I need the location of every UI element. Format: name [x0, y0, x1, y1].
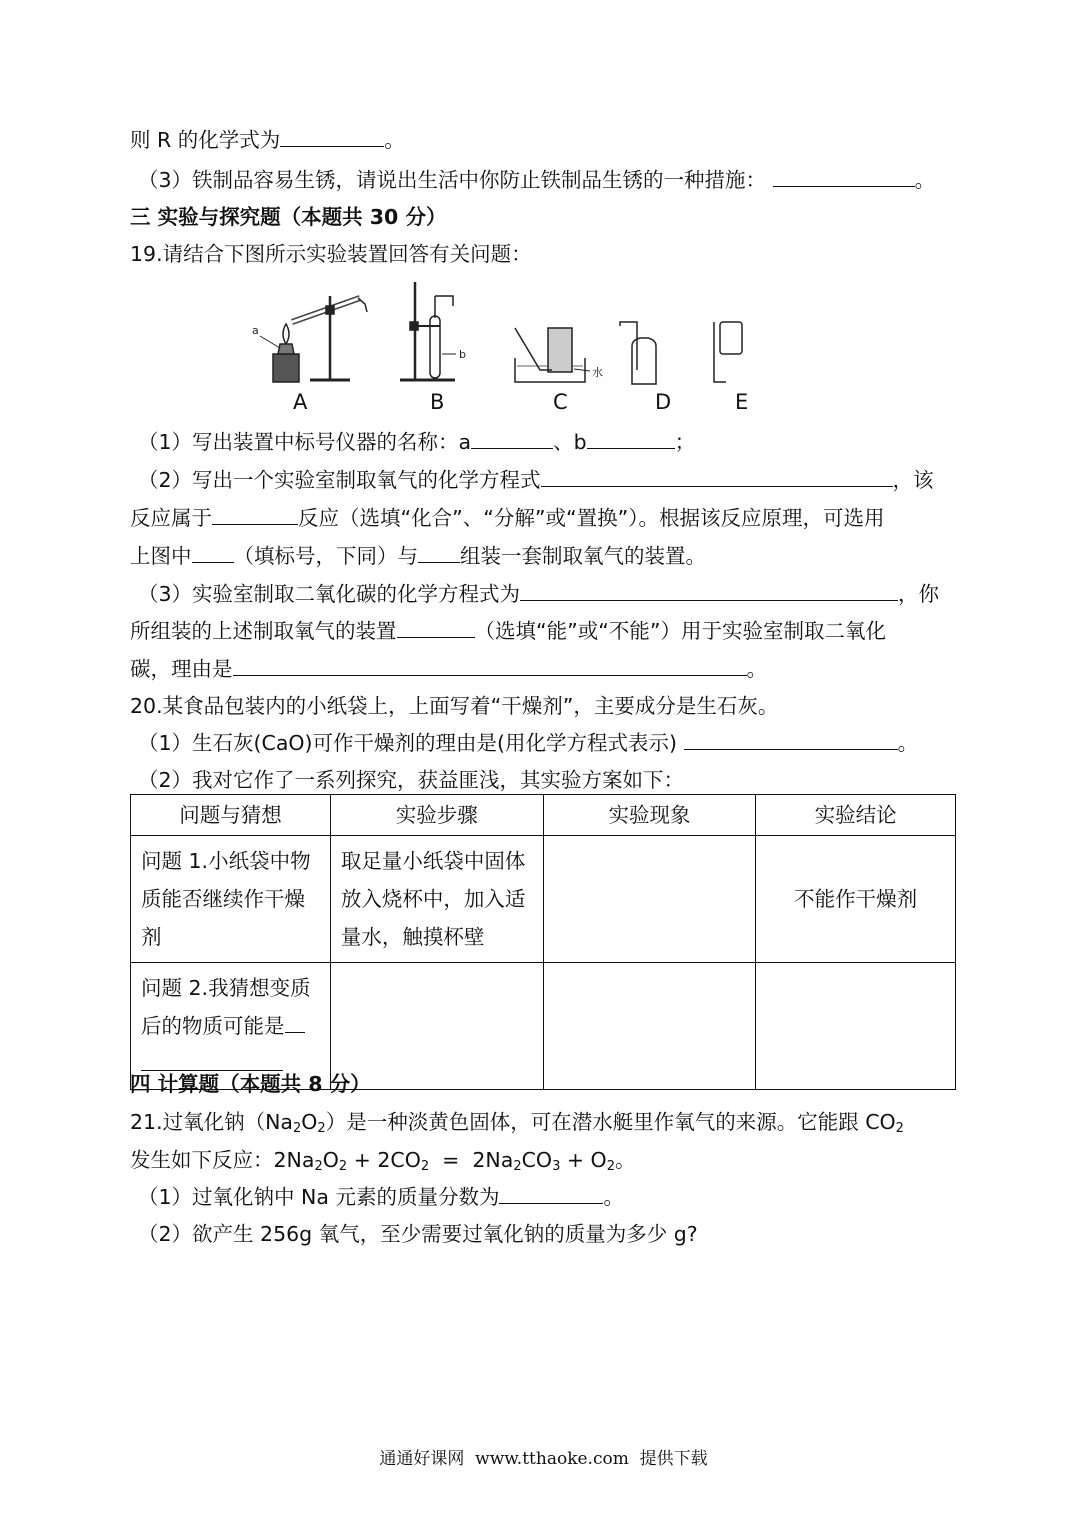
q19-part3-line1 — [138, 580, 939, 608]
answer-blank-mass-fraction[interactable] — [499, 1183, 603, 1204]
table-cell-conclusion: 不能作干燥剂 — [756, 836, 956, 963]
apparatus-b — [400, 282, 466, 380]
punct: 。 — [614, 1148, 636, 1172]
answer-blank-cao-equation[interactable] — [684, 729, 898, 750]
q19-part2-text: （2）写出一个实验室制取氧气的化学方程式 — [138, 468, 541, 492]
section4-title: 四 计算题（本题共 8 分） — [130, 1072, 371, 1096]
text: CO — [521, 1148, 553, 1172]
answer-blank-generator[interactable] — [192, 542, 234, 563]
text: O — [301, 1110, 318, 1134]
text: ，该 — [892, 468, 934, 492]
answer-blank[interactable] — [773, 166, 915, 187]
text: 上图中 — [130, 544, 192, 568]
q18-tail-line — [130, 126, 405, 154]
table-cell-steps: 取足量小纸袋中固体放入烧杯中，加入适量水，触摸杯壁 — [330, 836, 543, 963]
subscript: 2 — [895, 1121, 904, 1136]
punct: 。 — [384, 128, 405, 152]
figure-label-b: B — [430, 390, 445, 414]
q19-part1 — [138, 428, 695, 456]
question-text: 问题 2.我猜想变质后的物质可能是 — [141, 976, 311, 1038]
answer-blank-can[interactable] — [397, 617, 475, 638]
q19-part2-line1 — [138, 466, 934, 494]
table-header: 实验步骤 — [330, 795, 543, 836]
label-water: 水 — [592, 366, 603, 379]
figure-label-e: E — [735, 390, 749, 414]
answer-blank[interactable] — [285, 1012, 305, 1033]
text: （填标号，下同）与 — [233, 544, 418, 568]
table-header: 问题与猜想 — [131, 795, 331, 836]
q18-tail-text: 则 R 的化学式为 — [130, 128, 281, 152]
q18-part3-text: （3）铁制品容易生锈，请说出生活中你防止铁制品生锈的一种措施： — [138, 168, 767, 192]
subscript: 2 — [338, 1159, 348, 1174]
q21-part1 — [138, 1183, 624, 1211]
figure-label-c: C — [553, 390, 568, 414]
table-header: 实验结论 — [756, 795, 956, 836]
label-b: b — [459, 348, 466, 361]
text: O — [322, 1148, 339, 1172]
text: + 2CO — [347, 1148, 421, 1172]
text: = 2Na — [429, 1148, 514, 1172]
experiment-table — [130, 794, 956, 1090]
text: 组装一套制取氧气的装置。 — [460, 544, 706, 568]
subscript: 2 — [314, 1159, 323, 1174]
label-a: a — [252, 324, 259, 337]
punct: ； — [674, 430, 696, 454]
text: （选填“能”或“不能”）用于实验室制取二氧化 — [474, 619, 886, 643]
q19-stem: 19.请结合下图所示实验装置回答有关问题： — [130, 242, 532, 266]
text: （1）生石灰(CaO)可作干燥剂的理由是(用化学方程式表示) — [138, 731, 678, 755]
text: ，你 — [898, 582, 940, 606]
q19-part2-line2 — [130, 504, 884, 532]
figure-label-a: A — [293, 390, 308, 414]
answer-blank-a[interactable] — [471, 428, 553, 449]
text: 21.过氧化钠（Na — [130, 1110, 293, 1134]
answer-blank[interactable] — [280, 126, 384, 147]
punct: 。 — [603, 1185, 624, 1209]
section3-title: 三 实验与探究题（本题共 30 分） — [130, 205, 447, 229]
table-header-row — [131, 795, 956, 836]
apparatus-e — [714, 322, 742, 382]
text: ）是一种淡黄色固体，可在潜水艇里作氧气的来源。它能跟 CO — [325, 1110, 896, 1134]
text: （3）实验室制取二氧化碳的化学方程式为 — [138, 582, 521, 606]
q21-line1 — [130, 1108, 904, 1143]
text: 反应属于 — [130, 506, 212, 530]
subscript: 2 — [606, 1159, 615, 1174]
table-cell-question: 问题 1.小纸袋中物质能否继续作干燥剂 — [131, 836, 331, 963]
q19-part1-sep: 、b — [553, 430, 587, 454]
answer-blank-b[interactable] — [587, 428, 675, 449]
text: （1）过氧化钠中 Na 元素的质量分数为 — [138, 1185, 500, 1209]
table-header: 实验现象 — [543, 795, 756, 836]
answer-blank-equation[interactable] — [541, 466, 893, 487]
q20-part2: （2）我对它作了一系列探究，获益匪浅，其实验方案如下： — [138, 768, 685, 792]
text: 反应（选填“化合”、“分解”或“置换”）。根据该反应原理，可选用 — [298, 506, 885, 530]
text: 碳，理由是 — [130, 657, 233, 681]
table-row — [131, 836, 956, 963]
q20-part1 — [138, 729, 918, 757]
table-cell-phenomenon[interactable] — [543, 963, 756, 1090]
answer-blank-reason[interactable] — [233, 655, 747, 676]
q19-part2-line3 — [130, 542, 706, 570]
answer-blank-guess[interactable] — [141, 1050, 283, 1071]
table-cell-phenomenon[interactable] — [543, 836, 756, 963]
answer-blank-collector[interactable] — [418, 542, 460, 563]
q21-part2: （2）欲产生 256g 氧气，至少需要过氧化钠的质量为多少 g? — [138, 1222, 698, 1246]
subscript: 3 — [552, 1159, 561, 1174]
q19-part1-text: （1）写出装置中标号仪器的名称：a — [138, 430, 472, 454]
apparatus-d — [620, 322, 656, 384]
punct: 。 — [897, 731, 919, 755]
answer-blank-co2-equation[interactable] — [520, 580, 898, 601]
table-cell-conclusion[interactable] — [756, 963, 956, 1090]
q18-part3-line — [138, 166, 935, 194]
subscript: 2 — [420, 1159, 430, 1174]
q19-part3-line3 — [130, 655, 767, 683]
text: 发生如下反应：2Na — [130, 1148, 315, 1172]
q21-line2-equation — [130, 1146, 635, 1181]
subscript: 2 — [293, 1121, 302, 1136]
answer-blank-reaction-type[interactable] — [212, 504, 298, 525]
punct: 。 — [914, 168, 936, 192]
q19-part3-line2 — [130, 617, 886, 645]
text: + O — [560, 1148, 607, 1172]
apparatus-figure — [240, 276, 780, 388]
apparatus-a — [252, 296, 367, 382]
apparatus-c — [515, 328, 603, 382]
figure-label-d: D — [655, 390, 672, 414]
punct: 。 — [746, 657, 767, 681]
text: 所组装的上述制取氧气的装置 — [130, 619, 397, 643]
subscript: 2 — [317, 1121, 326, 1136]
q20-stem: 20.某食品包装内的小纸袋上，上面写着“干燥剂”，主要成分是生石灰。 — [130, 694, 779, 718]
subscript: 2 — [513, 1159, 522, 1174]
page-footer: 通通好课网 www.tthaoke.com 提供下载 — [379, 1449, 708, 1469]
